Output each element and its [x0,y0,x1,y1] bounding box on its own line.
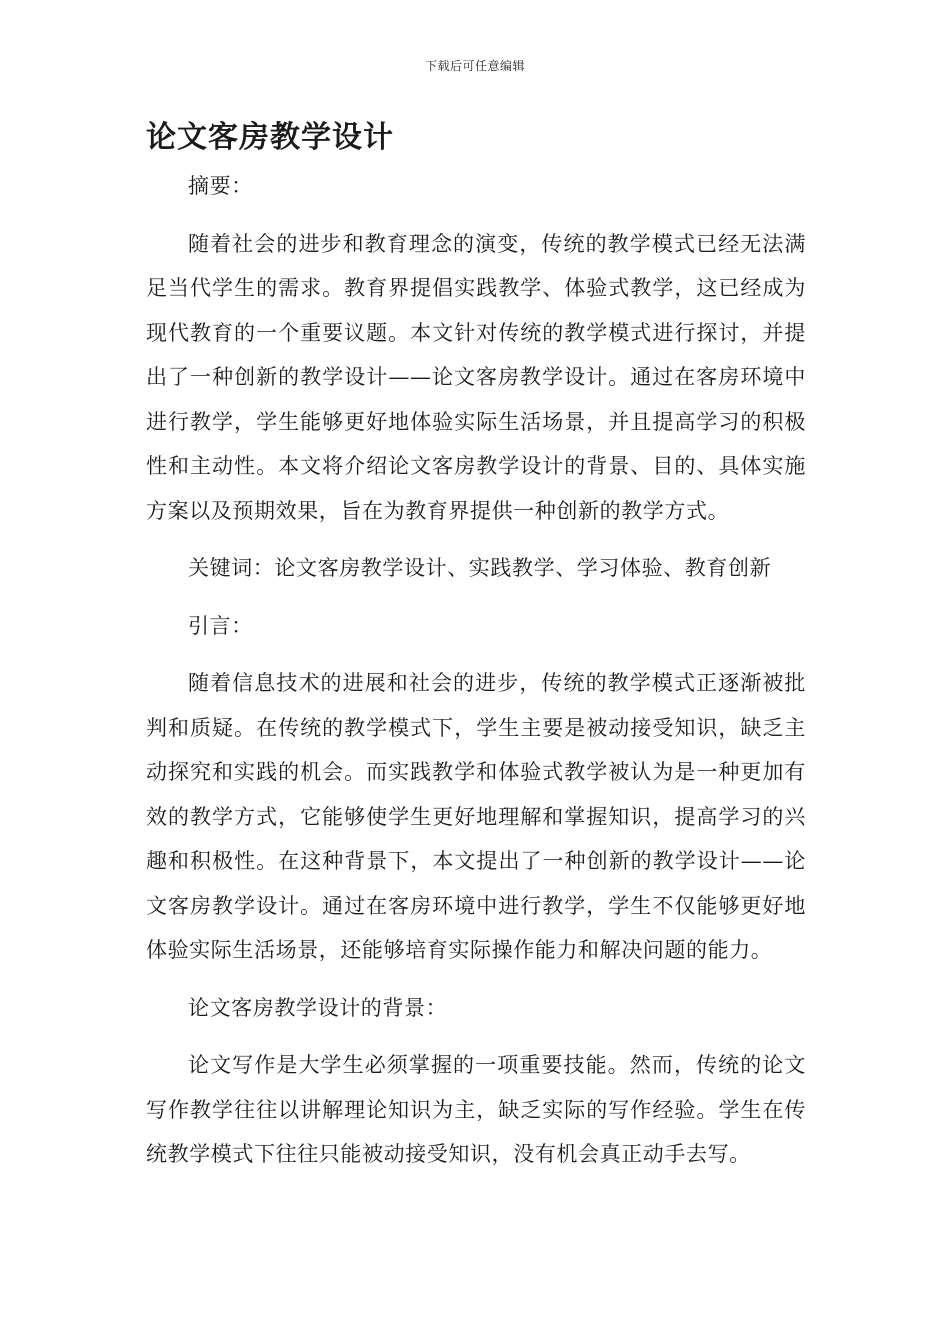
abstract-heading: 摘要： [188,174,253,198]
introduction-paragraph: 随着信息技术的进展和社会的进步，传统的教学模式正逐渐被批判和质疑。在传统的教学模式下，学生主要是被动接受知识，缺乏主动探究和实践的机会。而实践教学和体验式教学被认为是一种更加有效的教学方式，它能够使学生更好地理解和掌握知识，提高学习的兴趣和积极性。在这种背景下，本文提出了一种创新的教学设计——论文客房教学设计。通过在客房环境中进行教学，学生不仅能够更好地体验实际生活场景，还能够培育实际操作能力和解决问题的能力。 [146,671,806,962]
abstract-paragraph: 随着社会的进步和教育理念的演变，传统的教学模式已经无法满足当代学生的需求。教育界提倡实践教学、体验式教学，这已经成为现代教育的一个重要议题。本文针对传统的教学模式进行探讨，并提出了一种创新的教学设计——论文客房教学设计。通过在客房环境中进行教学，学生能够更好地体验实际生活场景，并且提高学习的积极性和主动性。本文将介绍论文客房教学设计的背景、目的、具体实施方案以及预期效果，旨在为教育界提供一种创新的教学方式。 [146,231,806,523]
introduction-heading: 引言： [188,613,253,638]
document-body [146,164,806,1190]
page-header: 下载后可任意编辑 [424,59,525,73]
background-paragraph: 论文写作是大学生必须掌握的一项重要技能。然而，传统的论文写作教学往往以讲解理论知识为主，缺乏实际的写作经验。学生在传统教学模式下往往只能被动接受知识，没有机会真正动手去写。 [146,1053,806,1166]
document-title: 论文客房教学设计 [146,120,394,155]
background-heading: 论文客房教学设计的背景： [188,995,448,1020]
keywords-line: 关键词：论文客房教学设计、实践教学、学习体验、教育创新 [188,556,772,580]
